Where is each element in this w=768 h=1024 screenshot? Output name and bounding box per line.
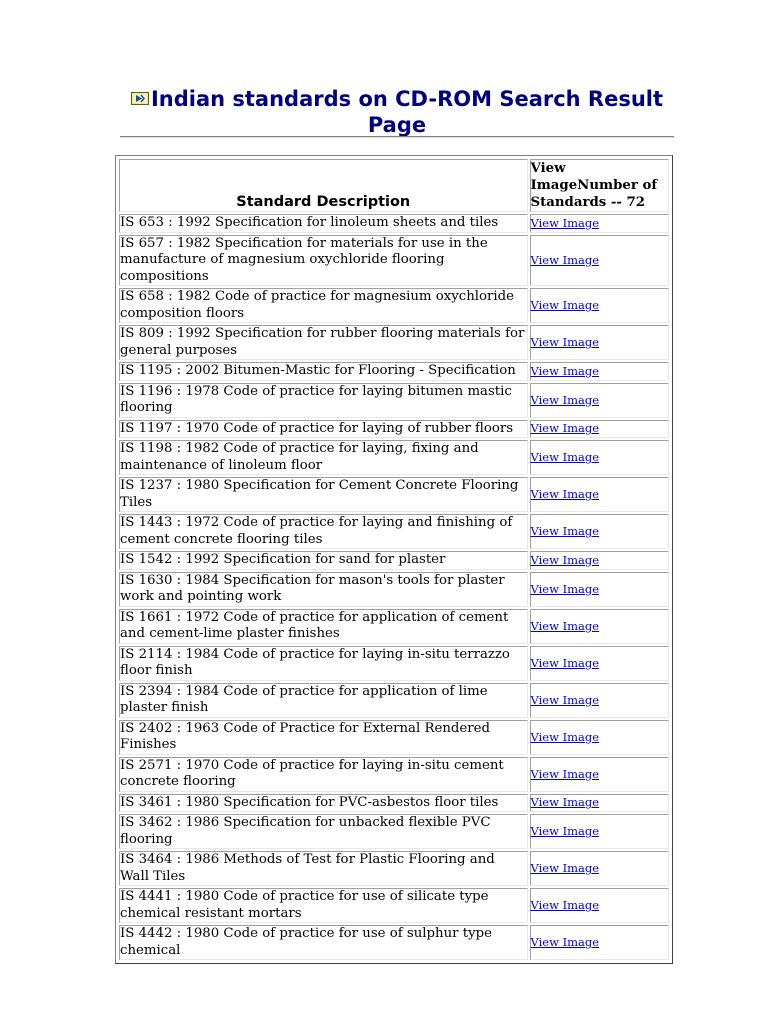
view-image-link[interactable]: View Image bbox=[530, 363, 600, 378]
view-image-cell bbox=[530, 814, 669, 849]
view-image-link[interactable]: View Image bbox=[530, 524, 600, 538]
view-image-link[interactable]: View Image bbox=[530, 795, 600, 810]
standard-description: IS 1197 : 1970 Code of practice for laying of rubber floors bbox=[119, 420, 528, 439]
standard-description: IS 1443 : 1972 Code of practice for laying and finishing of cement concrete flooring tiles bbox=[119, 514, 528, 549]
view-image-link[interactable]: View Image bbox=[530, 935, 600, 949]
standard-description: IS 658 : 1982 Code of practice for magnesium oxychloride composition floors bbox=[119, 288, 528, 323]
results-table-frame bbox=[115, 155, 673, 964]
view-image-cell bbox=[530, 757, 669, 792]
view-image-link[interactable]: View Image bbox=[530, 392, 600, 407]
table-header-row bbox=[119, 159, 669, 212]
view-image-link[interactable]: View Image bbox=[530, 824, 600, 838]
table-row bbox=[119, 362, 669, 381]
column-header-view-image: View ImageNumber of Standards -- 72 bbox=[530, 159, 669, 212]
standard-description: IS 1237 : 1980 Specification for Cement Concrete Flooring Tiles bbox=[119, 477, 528, 512]
standard-description: IS 3462 : 1986 Specification for unbacked flexible PVC flooring bbox=[119, 814, 528, 849]
view-image-cell bbox=[530, 440, 669, 475]
view-image-cell bbox=[530, 572, 669, 607]
standard-description: IS 3461 : 1980 Specification for PVC-asbestos floor tiles bbox=[119, 794, 528, 813]
table-row bbox=[119, 235, 669, 287]
view-image-cell bbox=[530, 235, 669, 287]
view-image-cell bbox=[530, 720, 669, 755]
view-image-cell bbox=[530, 214, 669, 233]
page-header bbox=[120, 86, 674, 138]
column-header-description: Standard Description bbox=[119, 159, 528, 212]
title-divider bbox=[120, 136, 674, 138]
view-image-cell bbox=[530, 362, 669, 381]
view-image-link[interactable]: View Image bbox=[530, 898, 600, 912]
table-row bbox=[119, 440, 669, 475]
standard-description: IS 657 : 1982 Specification for materials for use in the manufacture of magnesium oxychloride flooring compositions bbox=[119, 235, 528, 287]
view-image-link[interactable]: View Image bbox=[530, 861, 600, 875]
view-image-link[interactable]: View Image bbox=[530, 552, 600, 567]
table-row bbox=[119, 514, 669, 549]
table-row bbox=[119, 925, 669, 960]
view-image-cell bbox=[530, 288, 669, 323]
standard-description: IS 4441 : 1980 Code of practice for use of silicate type chemical resistant mortars bbox=[119, 888, 528, 923]
page-title bbox=[120, 86, 674, 138]
view-image-link[interactable]: View Image bbox=[530, 487, 600, 501]
standard-description: IS 2394 : 1984 Code of practice for application of lime plaster finish bbox=[119, 683, 528, 718]
standard-description: IS 1661 : 1972 Code of practice for application of cement and cement-lime plaster finishes bbox=[119, 609, 528, 644]
view-image-cell bbox=[530, 683, 669, 718]
table-row bbox=[119, 683, 669, 718]
view-image-link[interactable]: View Image bbox=[530, 421, 600, 436]
view-image-cell bbox=[530, 609, 669, 644]
table-row bbox=[119, 383, 669, 418]
table-row bbox=[119, 572, 669, 607]
view-image-link[interactable]: View Image bbox=[530, 766, 600, 781]
standard-description: IS 2402 : 1963 Code of Practice for External Rendered Finishes bbox=[119, 720, 528, 755]
view-image-link[interactable]: View Image bbox=[530, 729, 600, 744]
standard-description: IS 2571 : 1970 Code of practice for laying in-situ cement concrete flooring bbox=[119, 757, 528, 792]
table-row bbox=[119, 420, 669, 439]
page-title-text: Indian standards on CD-ROM Search Result Page bbox=[150, 87, 664, 137]
table-row bbox=[119, 851, 669, 886]
standard-description: IS 4442 : 1980 Code of practice for use of sulphur type chemical bbox=[119, 925, 528, 960]
view-image-cell bbox=[530, 925, 669, 960]
view-image-link[interactable]: View Image bbox=[530, 618, 600, 633]
view-image-cell bbox=[530, 420, 669, 439]
standard-description: IS 1198 : 1982 Code of practice for laying, fixing and maintenance of linoleum floor bbox=[119, 440, 528, 475]
view-image-cell bbox=[530, 551, 669, 570]
view-image-cell bbox=[530, 851, 669, 886]
table-row bbox=[119, 814, 669, 849]
standard-description: IS 3464 : 1986 Methods of Test for Plastic Flooring and Wall Tiles bbox=[119, 851, 528, 886]
table-row bbox=[119, 325, 669, 360]
view-image-cell bbox=[530, 794, 669, 813]
view-image-cell bbox=[530, 477, 669, 512]
standard-description: IS 653 : 1992 Specification for linoleum sheets and tiles bbox=[119, 214, 528, 233]
standard-description: IS 1542 : 1992 Specification for sand for plaster bbox=[119, 551, 528, 570]
view-image-link[interactable]: View Image bbox=[530, 335, 600, 349]
table-row bbox=[119, 477, 669, 512]
view-image-link[interactable]: View Image bbox=[530, 655, 600, 670]
standard-description: IS 1630 : 1984 Specification for mason's tools for plaster work and pointing work bbox=[119, 572, 528, 607]
standard-description: IS 1196 : 1978 Code of practice for laying bitumen mastic flooring bbox=[119, 383, 528, 418]
table-row bbox=[119, 757, 669, 792]
view-image-link[interactable]: View Image bbox=[530, 252, 600, 267]
standard-description: IS 1195 : 2002 Bitumen-Mastic for Flooring - Specification bbox=[119, 362, 528, 381]
view-image-link[interactable]: View Image bbox=[530, 450, 600, 464]
table-row bbox=[119, 551, 669, 570]
view-image-cell bbox=[530, 888, 669, 923]
book-arrow-icon bbox=[131, 92, 149, 105]
view-image-cell bbox=[530, 325, 669, 360]
table-row bbox=[119, 288, 669, 323]
view-image-link[interactable]: View Image bbox=[530, 298, 600, 312]
table-row bbox=[119, 646, 669, 681]
standard-description: IS 809 : 1992 Specification for rubber flooring materials for general purposes bbox=[119, 325, 528, 360]
results-table bbox=[117, 157, 671, 962]
view-image-link[interactable]: View Image bbox=[530, 581, 600, 596]
table-row bbox=[119, 609, 669, 644]
view-image-link[interactable]: View Image bbox=[530, 692, 600, 707]
view-image-cell bbox=[530, 514, 669, 549]
view-image-link[interactable]: View Image bbox=[530, 215, 600, 230]
results-table-body bbox=[119, 214, 669, 960]
table-row bbox=[119, 888, 669, 923]
table-row bbox=[119, 214, 669, 233]
table-row bbox=[119, 720, 669, 755]
standard-description: IS 2114 : 1984 Code of practice for laying in-situ terrazzo floor finish bbox=[119, 646, 528, 681]
table-row bbox=[119, 794, 669, 813]
view-image-cell bbox=[530, 383, 669, 418]
view-image-cell bbox=[530, 646, 669, 681]
